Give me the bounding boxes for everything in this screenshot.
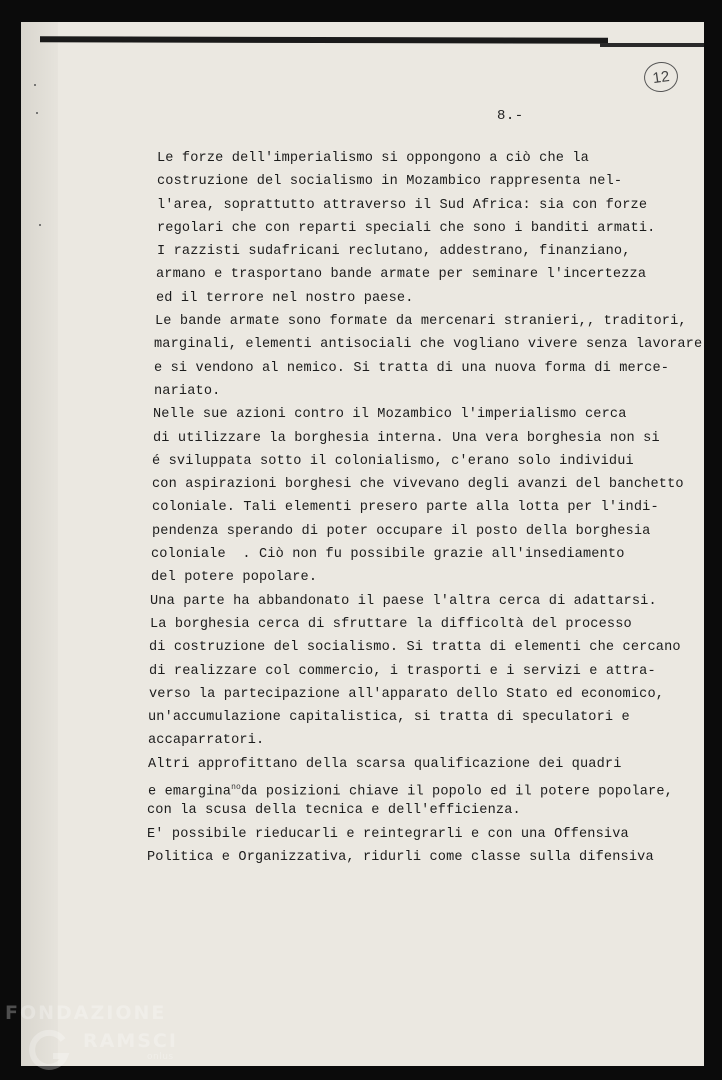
text-line: La borghesia cerca di sfruttare la difficoltà del processo: [150, 616, 632, 632]
text-line: E' possibile rieducarli e reintegrarli e con una Offensiva: [147, 826, 629, 842]
text-line: di utilizzare la borghesia interna. Una vera borghesia non si: [153, 430, 660, 446]
text-line: del potere popolare.: [151, 570, 318, 586]
text-segment: e emargina: [148, 784, 232, 800]
text-line: coloniale. Tali elementi presero parte alla lotta per l'indi-: [152, 500, 659, 516]
watermark-line-3: onlus: [147, 1052, 174, 1062]
text-line: marginali, elementi antisociali che vogliano vivere senza lavorare: [154, 337, 703, 353]
watermark-line-1: FONDAZIONE: [5, 1002, 167, 1024]
text-line: Politica e Organizzativa, ridurli come classe sulla difensiva: [147, 849, 654, 865]
text-line: ed il terrore nel nostro paese.: [156, 290, 414, 306]
fold-bar: [40, 36, 608, 43]
text-line: armano e trasportano bande armate per seminare l'incertezza: [156, 267, 647, 283]
text-segment: da posizioni chiave il popolo ed il potere popolare,: [240, 784, 673, 800]
text-line: accaparratori.: [148, 733, 265, 749]
text-line-with-correction: [148, 776, 710, 799]
typed-text-body: [147, 147, 710, 869]
text-line: di costruzione del socialismo. Si tratta di elementi che cercano: [149, 640, 681, 656]
margin-dot: [36, 112, 38, 114]
text-line: l'area, soprattutto attraverso il Sud Africa: sia con forze: [157, 197, 648, 213]
text-line: di realizzare col commercio, i trasporti e i servizi e attra-: [149, 663, 656, 679]
handwritten-correction: no: [231, 783, 241, 793]
top-fold-shadow: [40, 37, 704, 49]
text-line: regolari che con reparti speciali che sono i banditi armati.: [157, 220, 656, 236]
archive-stamp: 12: [642, 60, 680, 94]
text-line: é sviluppata sotto il colonialismo, c'erano solo individui: [152, 453, 634, 469]
text-line: verso la partecipazione all'apparato dello Stato ed economico,: [149, 686, 665, 702]
text-line: costruzione del socialismo in Mozambico rappresenta nel-: [157, 174, 623, 190]
text-line: Le forze dell'imperialismo si oppongono a ciò che la: [157, 151, 589, 166]
text-line: e si vendono al nemico. Si tratta di una nuova forma di merce-: [154, 360, 670, 376]
text-line: pendenza sperando di poter occupare il posto della borghesia: [152, 523, 651, 539]
gramsci-g-logo-icon: [27, 1028, 73, 1074]
fondazione-gramsci-watermark: [5, 1002, 185, 1078]
text-line: I razzisti sudafricani reclutano, addestrano, finanziano,: [157, 244, 631, 260]
text-line: Le bande armate sono formate da mercenari stranieri,, traditori,: [155, 314, 687, 330]
text-line: Una parte ha abbandonato il paese l'altra cerca di adattarsi.: [150, 593, 657, 609]
page-number: 8.-: [497, 108, 524, 124]
text-line: nariato.: [154, 383, 221, 399]
text-line: con aspirazioni borghesi che vivevano degli avanzi del banchetto: [152, 477, 684, 493]
text-line: Nelle sue azioni contro il Mozambico l'imperialismo cerca: [153, 407, 627, 423]
margin-dot: [39, 224, 41, 226]
text-line: Altri approfittano della scarsa qualificazione dei quadri: [148, 756, 622, 772]
text-line: un'accumulazione capitalistica, si tratta di speculatori e: [148, 710, 630, 726]
text-line: coloniale . Ciò non fu possibile grazie all'insediamento: [151, 547, 625, 563]
watermark-line-2: RAMSCI: [83, 1030, 178, 1052]
text-line: con la scusa della tecnica e dell'efficienza.: [147, 803, 521, 819]
page-left-edge: [21, 22, 58, 1066]
fold-bar-secondary: [600, 43, 704, 47]
margin-dot: [34, 84, 36, 86]
